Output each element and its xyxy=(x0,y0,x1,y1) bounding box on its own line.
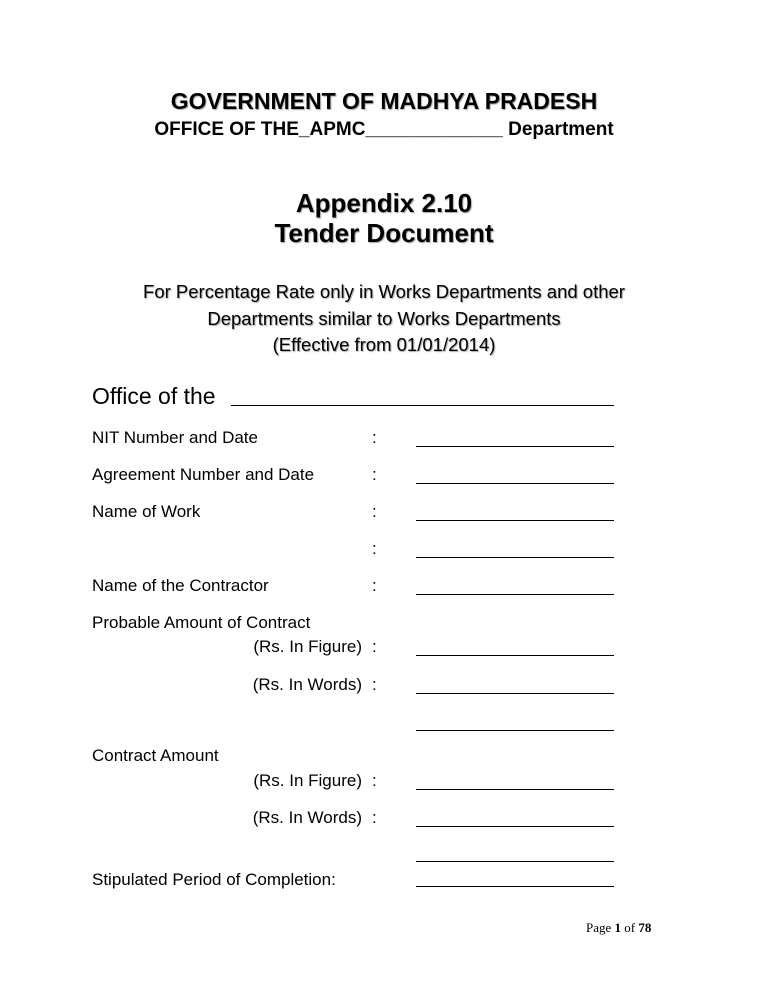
document-title: Tender Document xyxy=(274,218,494,248)
page-word: Page xyxy=(586,920,612,935)
work-name-blank-2[interactable] xyxy=(416,557,614,558)
work-name-label: Name of Work xyxy=(92,502,201,521)
stipulated-period-blank[interactable] xyxy=(416,886,614,887)
colon: : xyxy=(372,675,377,694)
contract-words-label: (Rs. In Words) xyxy=(252,808,362,827)
probable-figure-blank[interactable] xyxy=(416,655,614,656)
page-number: 1 xyxy=(614,920,622,935)
colon: : xyxy=(372,637,377,656)
purpose-line-2: Departments similar to Works Departments xyxy=(207,308,561,329)
colon: : xyxy=(372,771,377,790)
office-of-label: Office of the xyxy=(92,383,216,409)
contract-words-blank[interactable] xyxy=(416,826,614,827)
work-name-blank[interactable] xyxy=(416,520,614,521)
purpose-line-1: For Percentage Rate only in Works Departments and other xyxy=(143,281,625,302)
agreement-label: Agreement Number and Date xyxy=(92,465,315,484)
contract-figure-blank[interactable] xyxy=(416,789,614,790)
government-heading: GOVERNMENT OF MADHYA PRADESH xyxy=(170,88,598,114)
colon: : xyxy=(372,539,377,558)
contractor-label: Name of the Contractor xyxy=(92,576,269,595)
contract-amount-label: Contract Amount xyxy=(92,746,219,765)
agreement-blank[interactable] xyxy=(416,483,614,484)
colon: : xyxy=(372,808,377,827)
probable-words-label: (Rs. In Words) xyxy=(252,675,362,694)
page-footer xyxy=(586,920,651,936)
nit-label: NIT Number and Date xyxy=(92,428,258,447)
nit-blank[interactable] xyxy=(416,446,614,447)
office-name-blank[interactable] xyxy=(231,405,614,406)
probable-figure-label: (Rs. In Figure) xyxy=(253,637,362,656)
colon: : xyxy=(372,428,377,447)
colon: : xyxy=(372,502,377,521)
stipulated-period-label: Stipulated Period of Completion: xyxy=(92,870,336,889)
probable-words-blank[interactable] xyxy=(416,693,614,694)
contract-figure-label: (Rs. In Figure) xyxy=(253,771,362,790)
probable-amount-label: Probable Amount of Contract xyxy=(92,613,311,632)
appendix-title: Appendix 2.10 xyxy=(295,188,473,218)
probable-words-blank-2[interactable] xyxy=(416,730,614,731)
colon: : xyxy=(372,576,377,595)
contract-words-blank-2[interactable] xyxy=(416,861,614,862)
colon: : xyxy=(372,465,377,484)
effective-date-line: (Effective from 01/01/2014) xyxy=(272,334,496,355)
of-word: of xyxy=(624,920,636,935)
total-pages: 78 xyxy=(638,920,652,935)
contractor-blank[interactable] xyxy=(416,594,614,595)
office-heading: OFFICE OF THE_APMC_____________ Department xyxy=(154,119,614,140)
